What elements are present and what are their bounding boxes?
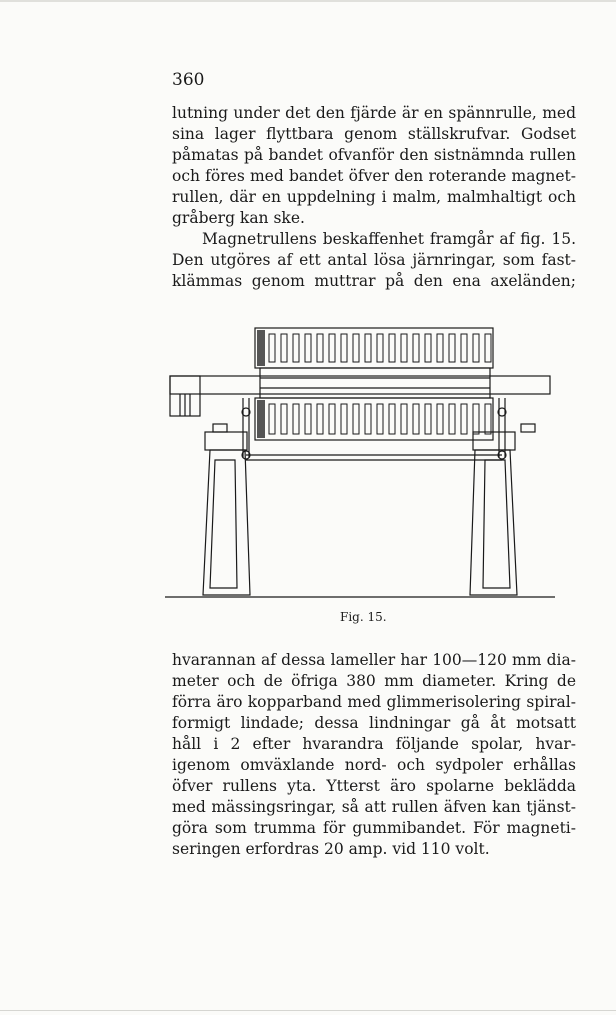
page-bottom-edge xyxy=(0,1010,616,1011)
lamella xyxy=(269,404,275,434)
lamella xyxy=(461,404,467,434)
lamella xyxy=(449,334,455,362)
text-line: påmatas på bandet ofvanför den sistnämnda rullen xyxy=(172,146,576,164)
left-bearing xyxy=(205,432,247,450)
page-top-edge xyxy=(0,0,616,2)
lamella xyxy=(437,404,443,434)
lamella xyxy=(461,334,467,362)
lamella xyxy=(401,404,407,434)
lamella xyxy=(485,404,491,434)
text-line: Den utgöres af ett antal lösa järnringar, som fast- xyxy=(172,251,576,269)
lamella xyxy=(293,404,299,434)
lamella xyxy=(473,404,479,434)
text-line: förra äro kopparband med glimmerisolering spiral- xyxy=(172,693,576,711)
text-line: gråberg kan ske. xyxy=(172,209,305,227)
text-line: sina lager flyttbara genom ställskrufvar. Godset xyxy=(172,125,576,143)
text-line: och föres med bandet öfver den roterande magnet- xyxy=(172,167,576,185)
lamella xyxy=(341,334,347,362)
paragraph-3 xyxy=(172,650,576,860)
lower-drum xyxy=(255,398,493,440)
lamella xyxy=(485,334,491,362)
paragraph-2 xyxy=(172,229,576,292)
crossbeam xyxy=(170,376,550,394)
lamella xyxy=(449,404,455,434)
lamella xyxy=(425,404,431,434)
lamellae xyxy=(269,334,491,434)
text-line: lutning under det den fjärde är en spännrulle, med xyxy=(172,104,576,122)
text-line: håll i 2 efter hvarandra följande spolar, hvar- xyxy=(172,735,576,753)
lamella xyxy=(401,334,407,362)
right-bearing xyxy=(473,432,515,450)
lamella xyxy=(365,334,371,362)
lamella xyxy=(281,404,287,434)
magnet-roller-drawing xyxy=(165,320,555,605)
text-line: hvarannan af dessa lameller har 100—120 mm dia- xyxy=(172,651,576,669)
lamella xyxy=(269,334,275,362)
text-line: med mässingsringar, så att rullen äfven kan tjänst- xyxy=(172,798,576,816)
text-line: öfver rullens yta. Ytterst äro spolarne beklädda xyxy=(172,777,576,795)
text-line: klämmas genom muttrar på den ena axeländen; xyxy=(172,272,576,290)
figure-caption: Fig. 15. xyxy=(340,610,387,624)
lamella xyxy=(473,334,479,362)
upper-drum xyxy=(255,328,493,368)
text-line: meter och de öfriga 380 mm diameter. Kring de xyxy=(172,672,576,690)
text-line: formigt lindade; dessa lindningar gå åt motsatt xyxy=(172,714,576,732)
lamella xyxy=(389,404,395,434)
lamella xyxy=(377,404,383,434)
lamella xyxy=(413,334,419,362)
lamella xyxy=(353,334,359,362)
text-line: Magnetrullens beskaffenhet framgår af fig. 15. xyxy=(202,230,576,248)
lamella xyxy=(305,334,311,362)
lamella xyxy=(377,334,383,362)
text-line: göra som trumma för gummibandet. För magneti- xyxy=(172,819,576,837)
lamella xyxy=(317,404,323,434)
magnet-roller-figure xyxy=(165,320,555,605)
lamella xyxy=(353,404,359,434)
lamella xyxy=(329,334,335,362)
lamella xyxy=(329,404,335,434)
text-line: igenom omväxlande nord- och sydpoler erhållas xyxy=(172,756,576,774)
text-line: rullen, där en uppdelning i malm, malmhaltigt och xyxy=(172,188,576,206)
lamella xyxy=(425,334,431,362)
lamella xyxy=(281,334,287,362)
lamella xyxy=(317,334,323,362)
lamella xyxy=(365,404,371,434)
lamella xyxy=(389,334,395,362)
lamella xyxy=(413,404,419,434)
paragraph-1 xyxy=(172,103,576,229)
lamella xyxy=(293,334,299,362)
lamella xyxy=(437,334,443,362)
page-number: 360 xyxy=(172,70,205,90)
text-line: seringen erfordras 20 amp. vid 110 volt. xyxy=(172,840,490,858)
lamella xyxy=(341,404,347,434)
lamella xyxy=(305,404,311,434)
